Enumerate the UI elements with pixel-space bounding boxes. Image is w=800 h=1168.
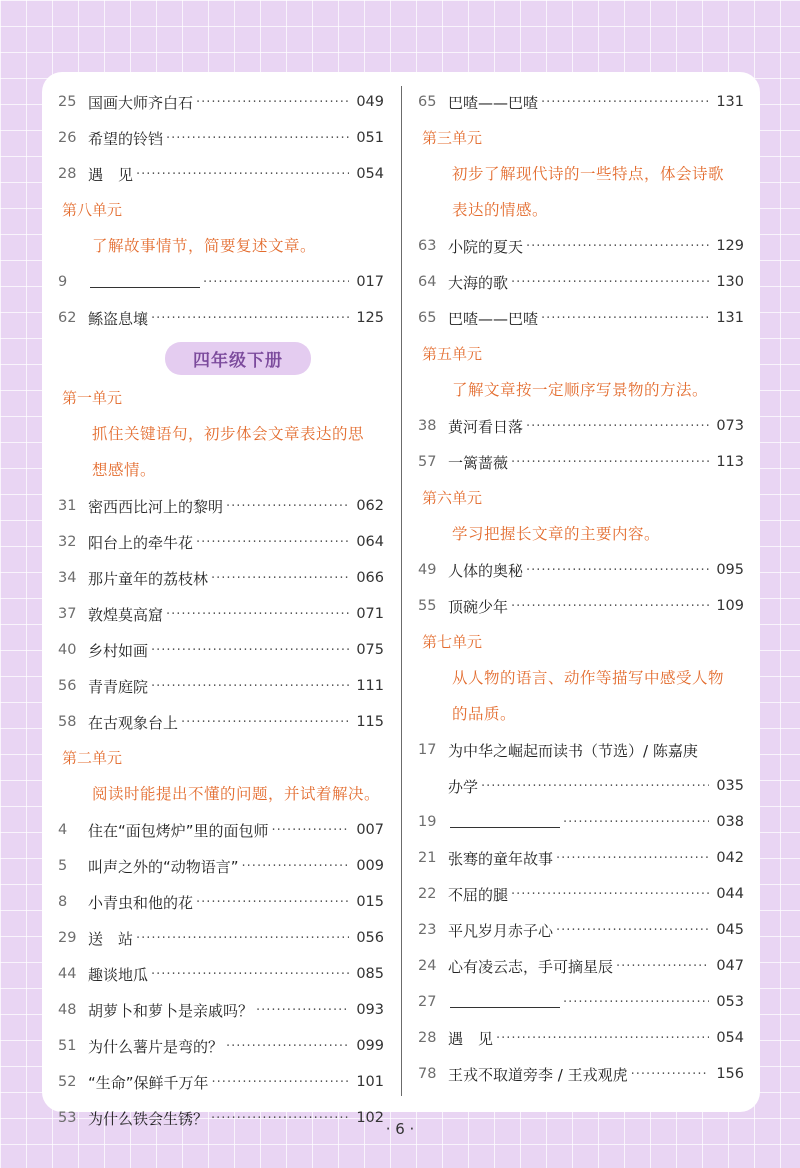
toc-entry[interactable] <box>58 300 384 336</box>
entry-title: 黄河看日落 <box>448 417 524 436</box>
toc-entry[interactable] <box>58 884 384 920</box>
entry-page: 045 <box>716 922 744 938</box>
leader-dots <box>196 535 349 550</box>
entry-number: 34 <box>58 570 77 586</box>
unit-heading: 第二单元 <box>62 749 123 767</box>
leader-dots <box>511 455 709 470</box>
entry-number: 38 <box>418 418 437 434</box>
leader-dots <box>151 679 349 694</box>
entry-page: 064 <box>356 534 384 550</box>
entry-number: 31 <box>58 498 77 514</box>
entry-title: 那片童年的荔枝林 <box>88 569 209 588</box>
entry-title: 阳台上的牵牛花 <box>88 533 194 552</box>
toc-entry[interactable] <box>418 804 744 840</box>
leader-dots <box>496 1031 709 1046</box>
list-group <box>418 408 744 480</box>
list-group <box>418 804 744 1092</box>
unit-heading: 第八单元 <box>62 201 123 219</box>
entry-title: 希望的铃铛 <box>88 129 164 148</box>
toc-entry[interactable] <box>58 920 384 956</box>
entry-number: 28 <box>58 166 77 182</box>
leader-dots <box>272 823 349 838</box>
entry-title: 平凡岁月赤子心 <box>448 921 554 940</box>
list-group <box>418 552 744 624</box>
entry-number: 19 <box>418 814 437 830</box>
entry-number: 22 <box>418 886 437 902</box>
unit-goal: 想感情。 <box>92 461 157 479</box>
leader-dots <box>256 1003 349 1018</box>
toc-entry[interactable] <box>58 956 384 992</box>
entry-title: 在古观象台上 <box>88 713 179 732</box>
entry-title: 送 站 <box>88 929 134 948</box>
toc-entry[interactable] <box>418 588 744 624</box>
leader-dots <box>166 607 349 622</box>
entry-title: 国画大师齐白石 <box>88 93 194 112</box>
unit-goal: 表达的情感。 <box>452 201 549 219</box>
entry-title: 为什么铁会生锈？ <box>88 1109 209 1128</box>
leader-dots <box>526 419 709 434</box>
entry-title: 顶碗少年 <box>448 597 509 616</box>
toc-entry[interactable] <box>418 912 744 948</box>
leader-dots <box>181 715 349 730</box>
entry-page: 009 <box>356 858 384 874</box>
entry-number: 26 <box>58 130 77 146</box>
entry-page: 115 <box>356 714 384 730</box>
entry-number: 9 <box>58 274 68 290</box>
entry-number: 53 <box>58 1110 77 1126</box>
leader-dots <box>136 931 349 946</box>
leader-dots <box>151 967 349 982</box>
toc-entry[interactable] <box>58 120 384 156</box>
leader-dots <box>511 599 709 614</box>
entry-title: 一篱蔷薇 <box>448 453 509 472</box>
entry-title: 心有凌云志，手可摘星辰 <box>448 957 614 976</box>
entry-page: 075 <box>356 642 384 658</box>
entry-page: 095 <box>716 562 744 578</box>
entry-title: 乡村如画 <box>88 641 149 660</box>
entry-page: 156 <box>716 1066 744 1082</box>
leader-dots <box>616 959 709 974</box>
leader-dots <box>541 311 709 326</box>
entry-page: 007 <box>356 822 384 838</box>
entry-title: 办学 <box>448 777 479 796</box>
unit-heading: 第一单元 <box>62 389 123 407</box>
leader-dots <box>136 167 349 182</box>
entry-title: 不屈的腿 <box>448 885 509 904</box>
toc-entry[interactable] <box>58 992 384 1028</box>
unit-goal: 从人物的语言、动作等描写中感受人物 <box>452 669 725 687</box>
entry-number: 58 <box>58 714 77 730</box>
leader-dots <box>226 499 349 514</box>
leader-dots <box>151 643 349 658</box>
entry-number: 78 <box>418 1066 437 1082</box>
unit-heading: 第三单元 <box>422 129 483 147</box>
entry-title: 巴喳——巴喳 <box>448 309 539 328</box>
entry-title: 青青庭院 <box>88 677 149 696</box>
entry-blank-title <box>448 993 560 1012</box>
entry-title: 大海的歌 <box>448 273 509 292</box>
leader-dots <box>196 95 349 110</box>
toc-entry[interactable] <box>418 444 744 480</box>
toc-entry[interactable] <box>418 1056 744 1092</box>
entry-number: 48 <box>58 1002 77 1018</box>
entry-page: 113 <box>716 454 744 470</box>
list-group <box>58 264 384 336</box>
entry-page: 102 <box>356 1110 384 1126</box>
entry-number: 62 <box>58 310 77 326</box>
entry-title: 人体的奥秘 <box>448 561 524 580</box>
leader-dots <box>541 95 709 110</box>
unit-heading: 第七单元 <box>422 633 483 651</box>
unit-goal: 的品质。 <box>452 705 517 723</box>
unit-goal: 学习把握长文章的主要内容。 <box>452 525 661 543</box>
entry-title: 密西西比河上的黎明 <box>88 497 224 516</box>
toc-entry[interactable] <box>58 524 384 560</box>
entry-title: “生命”保鲜千万年 <box>88 1073 209 1092</box>
leader-dots <box>166 131 349 146</box>
entry-page: 017 <box>356 274 384 290</box>
leader-dots <box>526 563 709 578</box>
entry-number: 23 <box>418 922 437 938</box>
entry-page: 038 <box>716 814 744 830</box>
entry-page: 101 <box>356 1074 384 1090</box>
entry-number: 51 <box>58 1038 77 1054</box>
entry-page: 047 <box>716 958 744 974</box>
entry-title: 为什么薯片是弯的？ <box>88 1037 224 1056</box>
entry-number: 29 <box>58 930 77 946</box>
entry-page: 073 <box>716 418 744 434</box>
entry-number: 64 <box>418 274 437 290</box>
entry-page: 099 <box>356 1038 384 1054</box>
toc-entry[interactable] <box>58 812 384 848</box>
entry-number: 8 <box>58 894 68 910</box>
toc-entry[interactable] <box>58 156 384 192</box>
entry-page: 131 <box>716 310 744 326</box>
entry-page: 109 <box>716 598 744 614</box>
entry-page: 130 <box>716 274 744 290</box>
entry-title: 叫声之外的“动物语言” <box>88 857 239 876</box>
entry-page: 093 <box>356 1002 384 1018</box>
entry-number: 55 <box>418 598 437 614</box>
toc-entry[interactable] <box>418 552 744 588</box>
entry-title: 遇 见 <box>448 1029 494 1048</box>
leader-dots <box>242 859 349 874</box>
entry-page: 049 <box>356 94 384 110</box>
leader-dots <box>203 275 349 290</box>
right-column <box>418 84 744 1092</box>
leader-dots <box>151 311 349 326</box>
grade-label: 四年级下册 <box>165 342 311 375</box>
toc-entry[interactable] <box>58 596 384 632</box>
leader-dots <box>226 1039 349 1054</box>
toc-entry[interactable] <box>58 668 384 704</box>
entry-page: 125 <box>356 310 384 326</box>
entry-title: 张骞的童年故事 <box>448 849 554 868</box>
toc-entry[interactable] <box>418 948 744 984</box>
left-column <box>58 84 384 1136</box>
toc-entry[interactable] <box>58 264 384 300</box>
toc-entry[interactable] <box>58 560 384 596</box>
list-group <box>58 812 384 1136</box>
toc-entry[interactable] <box>58 704 384 740</box>
entry-number: 4 <box>58 822 68 838</box>
entry-page: 044 <box>716 886 744 902</box>
entry-number: 24 <box>418 958 437 974</box>
entry-number: 27 <box>418 994 437 1010</box>
unit-goal: 了解文章按一定顺序写景物的方法。 <box>452 381 709 399</box>
entry-page: 071 <box>356 606 384 622</box>
toc-entry[interactable] <box>418 876 744 912</box>
entry-page: 111 <box>356 678 384 694</box>
entry-number: 32 <box>58 534 77 550</box>
entry-number: 37 <box>58 606 77 622</box>
unit-heading: 第六单元 <box>422 489 483 507</box>
entry-number: 44 <box>58 966 77 982</box>
entry-page: 035 <box>716 778 744 794</box>
toc-entry[interactable] <box>418 840 744 876</box>
toc-entry[interactable] <box>418 264 744 300</box>
toc-entry[interactable] <box>58 1028 384 1064</box>
entry-page: 085 <box>356 966 384 982</box>
toc-entry[interactable] <box>418 408 744 444</box>
unit-goal: 抓住关键语句，初步体会文章表达的思 <box>92 425 365 443</box>
unit-goal: 了解故事情节，简要复述文章。 <box>92 237 317 255</box>
entry-title: 胡萝卜和萝卜是亲戚吗？ <box>88 1001 254 1020</box>
entry-title: 住在“面包烤炉”里的面包师 <box>88 821 269 840</box>
column-divider <box>401 86 402 1096</box>
list-group <box>418 84 744 120</box>
entry-page: 129 <box>716 238 744 254</box>
toc-entry[interactable] <box>58 1064 384 1100</box>
leader-dots <box>526 239 709 254</box>
toc-entry[interactable] <box>418 1020 744 1056</box>
unit-heading: 第五单元 <box>422 345 483 363</box>
leader-dots <box>631 1067 709 1082</box>
leader-dots <box>196 895 349 910</box>
toc-entry[interactable] <box>58 84 384 120</box>
entry-number: 25 <box>58 94 77 110</box>
entry-page: 054 <box>716 1030 744 1046</box>
leader-dots <box>211 571 349 586</box>
toc-entry-continued[interactable] <box>418 768 744 804</box>
entry-number: 17 <box>418 742 437 758</box>
entry-title: 小青虫和他的花 <box>88 893 194 912</box>
toc-entry[interactable] <box>58 488 384 524</box>
entry-title: 王戎不取道旁李 / 王戎观虎 <box>448 1065 628 1084</box>
entry-page: 015 <box>356 894 384 910</box>
entry-number: 21 <box>418 850 437 866</box>
entry-blank-title <box>88 273 200 292</box>
entry-number: 28 <box>418 1030 437 1046</box>
list-group <box>58 84 384 192</box>
toc-entry[interactable] <box>418 984 744 1020</box>
entry-number: 5 <box>58 858 68 874</box>
leader-dots <box>511 275 709 290</box>
entry-number: 56 <box>58 678 77 694</box>
toc-entry[interactable] <box>418 228 744 264</box>
toc-entry[interactable] <box>58 632 384 668</box>
toc-entry[interactable] <box>418 84 744 120</box>
entry-page: 051 <box>356 130 384 146</box>
entry-page: 053 <box>716 994 744 1010</box>
entry-page: 056 <box>356 930 384 946</box>
entry-title: 敦煌莫高窟 <box>88 605 164 624</box>
entry-page: 054 <box>356 166 384 182</box>
leader-dots <box>556 923 709 938</box>
toc-entry[interactable] <box>418 300 744 336</box>
page-number: · 6 · <box>385 1120 415 1138</box>
leader-dots <box>563 995 709 1010</box>
entry-title: 为中华之崛起而读书（节选）/ 陈嘉庚 <box>448 741 698 760</box>
leader-dots <box>563 815 709 830</box>
leader-dots <box>556 851 709 866</box>
entry-title: 鲧盗息壤 <box>88 309 149 328</box>
entry-page: 131 <box>716 94 744 110</box>
entry-title: 巴喳——巴喳 <box>448 93 539 112</box>
leader-dots <box>511 887 709 902</box>
leader-dots <box>481 779 709 794</box>
toc-entry[interactable] <box>418 732 744 768</box>
entry-page: 042 <box>716 850 744 866</box>
entry-number: 52 <box>58 1074 77 1090</box>
entry-title: 趣谈地瓜 <box>88 965 149 984</box>
entry-number: 65 <box>418 94 437 110</box>
entry-number: 65 <box>418 310 437 326</box>
toc-entry[interactable] <box>58 848 384 884</box>
entry-number: 40 <box>58 642 77 658</box>
list-group <box>58 488 384 740</box>
unit-goal: 阅读时能提出不懂的问题，并试着解决。 <box>92 785 381 803</box>
leader-dots <box>212 1075 349 1090</box>
grade-banner <box>92 336 384 380</box>
list-group <box>418 228 744 336</box>
entry-page: 062 <box>356 498 384 514</box>
entry-title: 遇 见 <box>88 165 134 184</box>
entry-number: 57 <box>418 454 437 470</box>
entry-number: 63 <box>418 238 437 254</box>
entry-title: 小院的夏天 <box>448 237 524 256</box>
entry-page: 066 <box>356 570 384 586</box>
unit-goal: 初步了解现代诗的一些特点，体会诗歌 <box>452 165 725 183</box>
entry-number: 49 <box>418 562 437 578</box>
entry-blank-title <box>448 813 560 832</box>
